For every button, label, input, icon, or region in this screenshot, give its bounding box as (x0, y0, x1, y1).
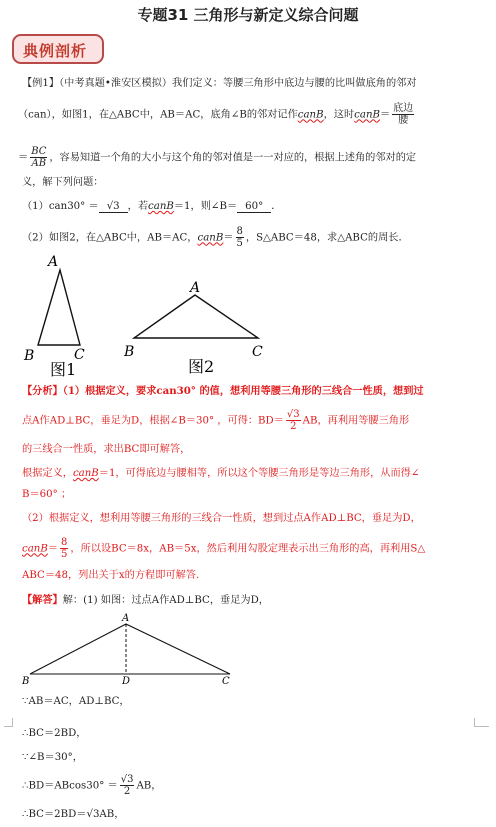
example-line-4: 义，解下列问题： (22, 177, 104, 188)
analysis-line-3: 的三线合一性质，求出BC即可解答， (22, 444, 191, 455)
fig2-label-b: B (124, 344, 135, 360)
example-line-1: 【例1】（中考真题•淮安区模拟）我们定义：等腰三角形中底边与腰的比叫做底角的邻对 (22, 78, 417, 89)
canb-term: canB (297, 109, 324, 121)
fig1-label-a: A (48, 254, 59, 270)
solution-line-1: 【解答】解：(1) 如图：过点A作AD⊥BC，垂足为D， (22, 594, 269, 606)
solution-line-5: ∴BD＝ABcos30° ＝ $\frac{√3}{2}$ AB， (22, 774, 162, 797)
margin-mark-right (474, 718, 489, 727)
sol-label-c: C (222, 676, 230, 685)
page-title: 专题31 三角形与新定义综合问题 (137, 6, 359, 24)
example-line-3: ＝ $\frac{BC}{AB}$ ，容易知道一个角的大小与这个角的邻对值是一一对应的，根据上述角的邻对的定 (18, 146, 417, 169)
fig1-label-c: C (74, 347, 85, 363)
analysis-line-6: （2）根据定义，想利用等腰三角形的三线合一性质，想到过点A作AD⊥BC，垂足为D， (22, 513, 421, 524)
fig1-caption: 图1 (50, 360, 77, 379)
section-badge-label: 典例剖析 (23, 42, 88, 60)
fig2-label-a: A (190, 280, 201, 296)
fraction-sqrt3-over-2: $\frac{√3}{2}$ (286, 409, 300, 432)
fig2-caption: 图2 (188, 357, 215, 376)
analysis-line-1: 【分析】（1）根据定义，要求can30° 的值，想利用等腰三角形的三线合一性质，想到过 (22, 385, 424, 397)
solution-triangle (30, 624, 230, 674)
solution-line-2: ∵AB＝AC，AD⊥BC， (22, 696, 130, 707)
sol-label-d: D (122, 676, 131, 685)
solution-line-4: ∵∠B＝30°， (22, 752, 83, 763)
fraction-sqrt3-over-2-solution: $\frac{√3}{2}$ (120, 774, 134, 797)
analysis-line-2: 点A作AD⊥BC，垂足为D，根据∠B＝30° ，可得：BD＝ $\frac{√3}{2}$ AB，再利用等腰三角形 (22, 409, 410, 432)
analysis-line-8: ABC＝48，列出关于x的方程即可解答. (22, 570, 200, 581)
solution-figure (18, 610, 248, 685)
fraction-base-over-leg: $\frac{\text{底边}}{\text{腰}}$ (393, 103, 414, 126)
example-line-2: （can），如图1，在△ABC中，AB＝AC，底角∠B的邻对记作canB，这时canB＝ $\frac{\text{底边}}{\text{腰}}$ (18, 103, 414, 126)
margin-mark-left (4, 718, 13, 727)
fig1-label-b: B (24, 348, 35, 364)
fraction-8-over-5: $\frac{8}{5}$ (236, 226, 243, 249)
fig2-label-c: C (252, 344, 263, 360)
analysis-line-5: B＝60° ； (22, 489, 72, 500)
analysis-line-4: 根据定义，canB＝1，可得底边与腰相等，所以这个等腰三角形是等边三角形，从而得∠ (22, 468, 420, 479)
question-2: （2）如图2，在△ABC中，AB＝AC，canB＝ $\frac{8}{5}$ ，S△ABC＝48，求△ABC的周长． (22, 226, 409, 249)
sol-label-b: B (22, 676, 30, 685)
question-1: （1）can30° ＝ √3 ，若canB＝1，则∠B＝ 60° ． (22, 201, 282, 212)
answer-blank-1: √3 (99, 201, 128, 213)
analysis-line-7: canB＝ $\frac{8}{5}$ ，所以设BC＝8x，AB＝5x，然后利用勾股定理表示出三角形的高，再利用S△ (22, 537, 426, 560)
sol-label-a: A (122, 613, 130, 624)
solution-line-3: ∴BC＝2BD， (22, 728, 87, 739)
triangle-figure-2 (134, 295, 258, 338)
section-badge (12, 34, 104, 64)
fraction-bc-over-ab: $\frac{BC}{AB}$ (31, 146, 47, 169)
figures-1-and-2 (18, 250, 278, 380)
fraction-8-over-5-analysis: $\frac{8}{5}$ (61, 537, 68, 560)
answer-blank-2: 60° (237, 201, 271, 213)
triangle-figure-1 (38, 270, 80, 345)
solution-line-6: ∴BC＝2BD＝√3AB， (22, 809, 125, 820)
